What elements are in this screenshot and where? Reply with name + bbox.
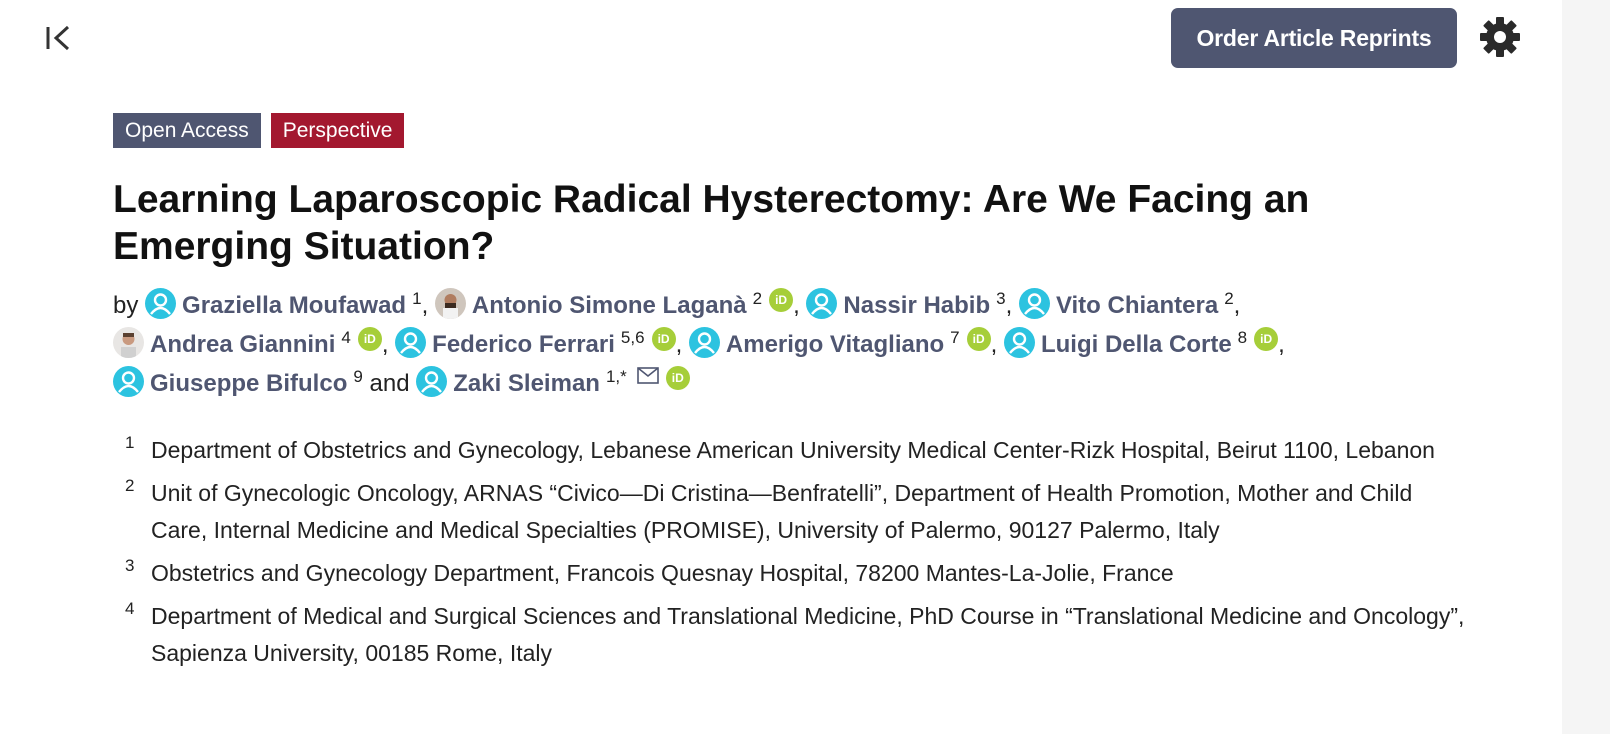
orcid-icon[interactable]: iD <box>1254 327 1278 351</box>
affiliation-superscript: 2 <box>752 289 763 308</box>
author-list <box>113 287 1433 404</box>
author-entry: Vito Chiantera $^2$, <box>1019 292 1240 319</box>
affiliation-number: 2 <box>125 476 135 495</box>
author-name[interactable]: Federico Ferrari <box>432 331 615 358</box>
author-photo <box>113 327 144 358</box>
affiliation-superscript: 2 <box>1224 289 1234 308</box>
article-title: Learning Laparoscopic Radical Hysterectomy: Are We Facing an Emerging Situation? <box>113 178 1310 268</box>
affiliation-number: 3 <box>125 556 135 575</box>
author-entry: Andrea Giannini $^4$ iD , <box>113 331 395 358</box>
affiliation-text: Department of Obstetrics and Gynecology, Lebanese American University Medical Center-Rizk Hospital, Beirut 1100, Lebanon <box>151 437 1435 463</box>
article-badges <box>113 113 404 148</box>
orcid-icon[interactable]: iD <box>967 327 991 351</box>
affiliation-superscript: 1,* <box>605 367 627 386</box>
user-avatar-icon <box>806 288 837 319</box>
author-name[interactable]: Graziella Moufawad <box>182 292 407 319</box>
author-entry: Graziella Moufawad $^1$, <box>145 292 435 319</box>
author-entry: Nassir Habib $^3$, <box>806 292 1019 319</box>
author-name[interactable]: Andrea Giannini <box>150 331 336 358</box>
user-avatar-icon <box>1019 288 1050 319</box>
open-access-badge[interactable]: Open Access <box>113 113 261 148</box>
affiliation-superscript: 5,6 <box>620 328 645 347</box>
and-label: and <box>369 370 410 397</box>
affiliation-superscript: 9 <box>353 367 363 386</box>
scrollbar-track[interactable] <box>1562 0 1610 734</box>
settings-button[interactable] <box>1479 16 1521 58</box>
author-entry <box>113 367 370 397</box>
user-avatar-icon <box>395 327 426 358</box>
sidebar-collapse-button[interactable] <box>44 22 76 54</box>
orcid-icon[interactable]: iD <box>652 327 676 351</box>
affiliation-text: Department of Medical and Surgical Sciences and Translational Medicine, PhD Course in “Translational Medicine and Oncology”, Sapienza University, 00185 Rome, Italy <box>151 603 1465 666</box>
affiliation-number: 1 <box>125 433 135 452</box>
affiliation-superscript: 7 <box>950 328 960 347</box>
author-name[interactable]: Amerigo Vitagliano <box>725 331 945 358</box>
orcid-icon[interactable]: iD <box>666 366 690 390</box>
affiliation-text: Unit of Gynecologic Oncology, ARNAS “Civico—Di Cristina—Benfratelli”, Department of Health Promotion, Mother and Child Care, Internal Medicine and Medical Specialties (PROMISE), University of Palermo, 90127 Palermo, Italy <box>151 480 1413 543</box>
user-avatar-icon <box>145 288 176 319</box>
user-avatar-icon <box>113 366 144 397</box>
user-avatar-icon <box>1004 327 1035 358</box>
author-name[interactable]: Vito Chiantera <box>1055 292 1219 319</box>
collapse-left-icon <box>44 41 76 58</box>
author-photo <box>435 288 466 319</box>
orcid-icon[interactable]: iD <box>769 288 793 312</box>
affiliation-item <box>113 598 1473 672</box>
affiliation-list <box>113 432 1473 678</box>
affiliation-text: Obstetrics and Gynecology Department, Francois Quesnay Hospital, 78200 Mantes-La-Jolie, France <box>151 560 1174 586</box>
author-entry: Antonio Simone Laganà $^2$ iD , <box>435 292 807 319</box>
affiliation-superscript: 4 <box>341 328 351 347</box>
author-name[interactable]: Antonio Simone Laganà <box>471 292 747 319</box>
affiliation-item <box>113 432 1473 469</box>
affiliation-number: 4 <box>125 599 135 618</box>
affiliation-item <box>113 555 1473 592</box>
by-label: by <box>113 292 139 319</box>
author-name[interactable]: Zaki Sleiman <box>453 370 600 397</box>
author-name[interactable]: Giuseppe Bifulco <box>150 370 348 397</box>
order-reprints-button[interactable]: Order Article Reprints <box>1171 8 1457 68</box>
author-entry: Luigi Della Corte $^8$ iD , <box>1004 331 1285 358</box>
author-entry <box>416 367 690 397</box>
gear-icon <box>1479 45 1521 62</box>
affiliation-superscript: 1 <box>412 289 422 308</box>
orcid-icon[interactable]: iD <box>358 327 382 351</box>
article-type-badge: Perspective <box>271 113 405 148</box>
author-entry: Amerigo Vitagliano $^7$ iD , <box>689 331 1004 358</box>
email-icon[interactable] <box>637 358 659 395</box>
affiliation-superscript: 8 <box>1237 328 1248 347</box>
user-avatar-icon <box>689 327 720 358</box>
affiliation-item <box>113 475 1473 549</box>
author-entry: Federico Ferrari $^{5,6}$ iD , <box>395 331 689 358</box>
author-name[interactable]: Nassir Habib <box>843 292 991 319</box>
affiliation-superscript: 3 <box>996 289 1006 308</box>
user-avatar-icon <box>416 366 447 397</box>
author-name[interactable]: Luigi Della Corte <box>1040 331 1232 358</box>
